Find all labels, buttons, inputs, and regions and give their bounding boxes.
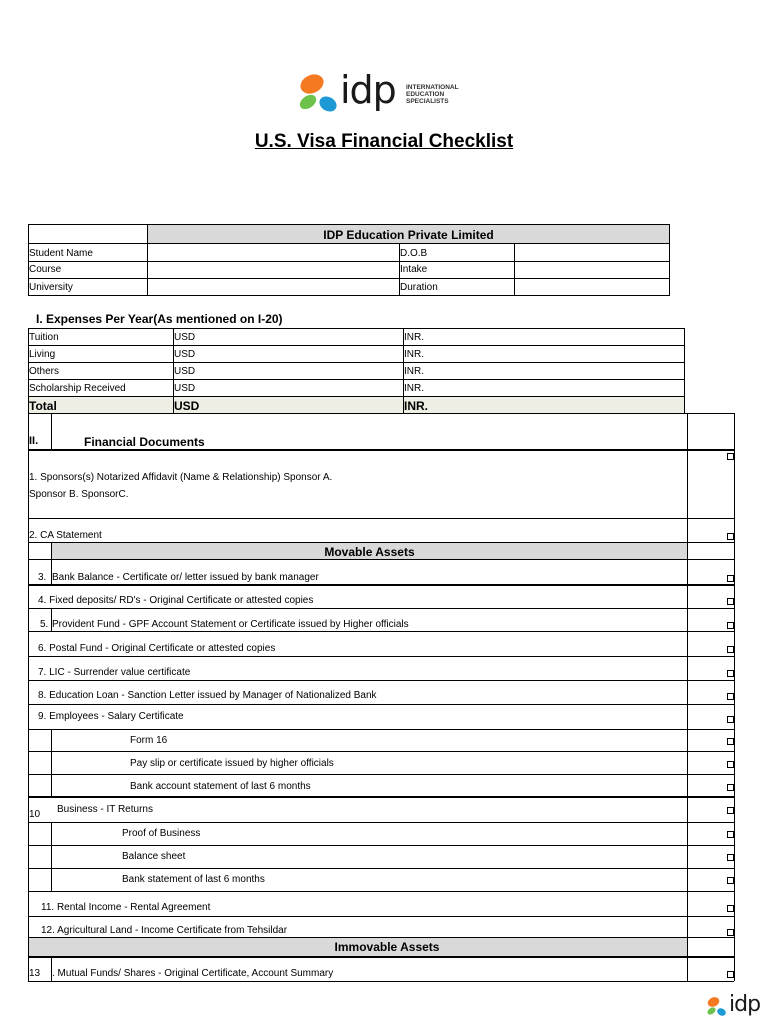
page-title: U.S. Visa Financial Checklist <box>254 131 514 152</box>
checkbox-item11[interactable] <box>727 905 734 912</box>
item9-sub-bank-statement: Bank account statement of last 6 months <box>130 781 311 792</box>
expense-usd-tuition: USD <box>174 332 196 343</box>
financial-number: II. <box>29 435 39 447</box>
footer-idp-logo <box>705 994 765 1020</box>
tagline-2: EDUCATION <box>406 91 445 98</box>
item2: 2. CA Statement <box>29 530 102 541</box>
checkbox-item2[interactable] <box>727 533 734 540</box>
checkbox-item9-form16[interactable] <box>727 738 734 745</box>
checkbox-item8[interactable] <box>727 693 734 700</box>
item3: Bank Balance - Certificate or/ letter issued by bank manager <box>52 572 319 583</box>
university-field[interactable] <box>148 279 398 294</box>
expense-total-usd: USD <box>174 399 200 413</box>
item10-sub-balance: Balance sheet <box>122 851 186 862</box>
item9-sub-form16: Form 16 <box>130 735 168 746</box>
footer-logo-mark-icon <box>705 996 729 1018</box>
item8: 8. Education Loan - Sanction Letter issued by Manager of Nationalized Bank <box>38 690 377 701</box>
idp-logo-text: idp <box>340 68 396 112</box>
intake-label: Intake <box>400 264 428 275</box>
item6: 6. Postal Fund - Original Certificate or attested copies <box>38 643 276 654</box>
item10: Business - IT Returns <box>57 804 153 815</box>
item10-sub-bank-statement: Bank statement of last 6 months <box>122 874 265 885</box>
item5-num: 5. <box>40 619 49 630</box>
expense-inr-others: INR. <box>404 366 424 377</box>
item3-num: 3. <box>38 572 47 583</box>
dob-label: D.O.B <box>400 248 428 259</box>
duration-field[interactable] <box>515 279 668 294</box>
duration-label: Duration <box>400 282 438 293</box>
item7: 7. LIC - Surrender value certificate <box>38 667 191 678</box>
expense-usd-others: USD <box>174 366 196 377</box>
item11: 11. Rental Income - Rental Agreement <box>41 902 211 913</box>
expense-label-living: Living <box>29 349 56 360</box>
company-name: IDP Education Private Limited <box>323 228 494 242</box>
item13-num: 13 <box>29 968 41 979</box>
idp-logo <box>296 68 476 116</box>
idp-logo-mark-icon <box>296 72 342 116</box>
student-name-label: Student Name <box>29 248 93 259</box>
expense-inr-scholarship: INR. <box>404 383 424 394</box>
checkbox-item9-bank[interactable] <box>727 784 734 791</box>
checkbox-item9-payslip[interactable] <box>727 761 734 768</box>
tagline-1: INTERNATIONAL <box>406 84 459 91</box>
checkbox-item4[interactable] <box>727 598 734 605</box>
checkbox-item6[interactable] <box>727 646 734 653</box>
expense-label-tuition: Tuition <box>29 332 59 343</box>
tagline-3: SPECIALISTS <box>406 98 449 105</box>
immovable-heading: Immovable Assets <box>334 940 440 954</box>
item1-line2: Sponsor B. SponsorC. <box>29 489 129 500</box>
movable-heading: Movable Assets <box>324 545 415 559</box>
item10-sub-proof: Proof of Business <box>122 828 201 839</box>
checkbox-item10-balance[interactable] <box>727 854 734 861</box>
university-label: University <box>29 282 73 293</box>
item5: Provident Fund - GPF Account Statement or Certificate issued by Higher officials <box>52 619 409 630</box>
expenses-heading: I. Expenses Per Year(As mentioned on I-20) <box>36 312 283 326</box>
checkbox-item10[interactable] <box>727 807 734 814</box>
item4: 4. Fixed deposits/ RD's - Original Certificate or attested copies <box>38 595 314 606</box>
item10-num: 10 <box>29 809 41 820</box>
checkbox-item7[interactable] <box>727 670 734 677</box>
checkbox-item5[interactable] <box>727 622 734 629</box>
expense-label-others: Others <box>29 366 60 377</box>
student-name-field[interactable] <box>148 244 398 260</box>
course-label: Course <box>29 264 62 275</box>
item9: 9. Employees - Salary Certificate <box>38 711 184 722</box>
item12: 12. Agricultural Land - Income Certificate from Tehsildar <box>41 925 288 936</box>
checkbox-item3[interactable] <box>727 575 734 582</box>
expense-inr-tuition: INR. <box>404 332 424 343</box>
intake-field[interactable] <box>515 262 668 277</box>
item13: . Mutual Funds/ Shares - Original Certificate, Account Summary <box>52 968 334 979</box>
course-field[interactable] <box>148 262 398 277</box>
checkbox-item10-proof[interactable] <box>727 831 734 838</box>
checkbox-item10-bank[interactable] <box>727 877 734 884</box>
expense-usd-scholarship: USD <box>174 383 196 394</box>
expense-total-inr: INR. <box>404 399 428 413</box>
expense-inr-living: INR. <box>404 349 424 360</box>
expense-label-scholarship: Scholarship Received <box>29 383 126 394</box>
checkbox-item12[interactable] <box>727 929 734 936</box>
checkbox-item9[interactable] <box>727 716 734 723</box>
expense-usd-living: USD <box>174 349 196 360</box>
dob-field[interactable] <box>515 244 668 260</box>
item9-sub-payslip: Pay slip or certificate issued by higher officials <box>130 758 334 769</box>
item1-line1: 1. Sponsors(s) Notarized Affidavit (Name & Relationship) Sponsor A. <box>29 472 333 483</box>
expense-total-label: Total <box>29 399 57 413</box>
footer-logo-text: idp <box>729 992 761 1017</box>
financial-heading: Financial Documents <box>84 435 205 449</box>
checkbox-item1[interactable] <box>727 453 734 460</box>
checkbox-item13[interactable] <box>727 971 734 978</box>
